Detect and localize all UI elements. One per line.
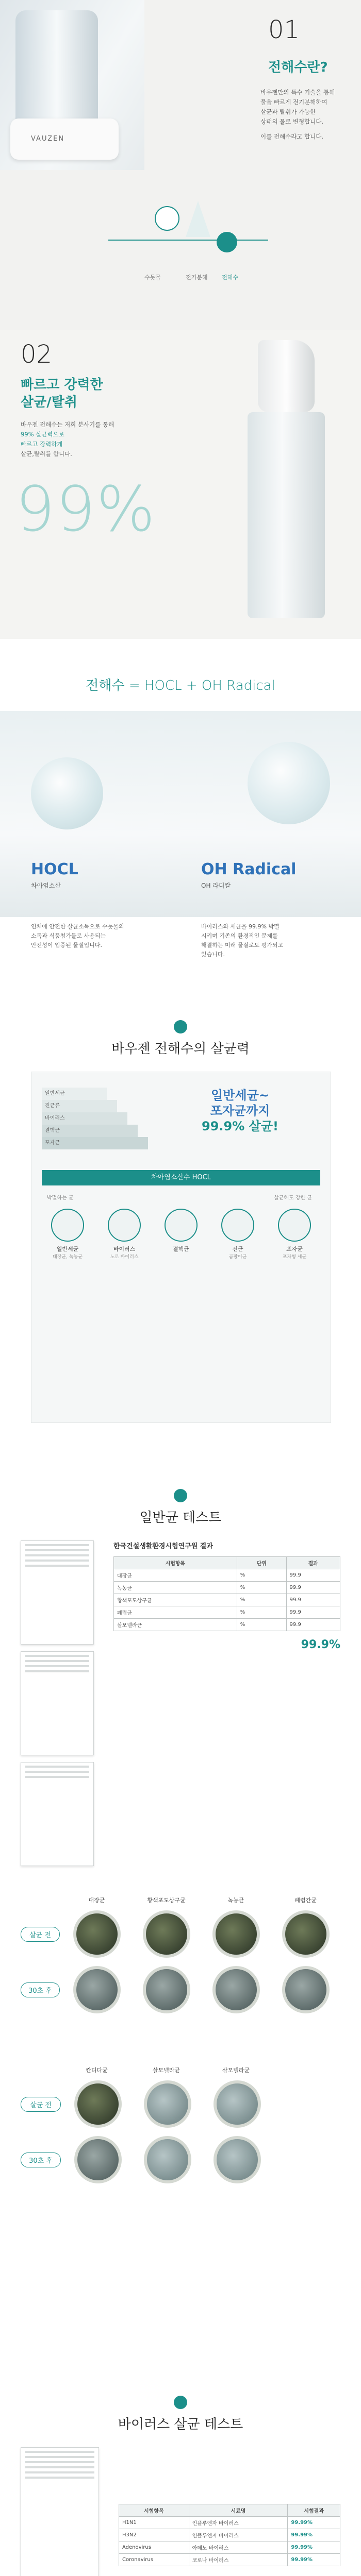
section-electrolyzed-water-intro — [0, 0, 361, 330]
petri-dish — [74, 2080, 122, 2128]
petri-dish — [144, 2136, 191, 2183]
report-documents — [21, 2447, 103, 2576]
oh-title: OH Radical — [201, 860, 297, 878]
flow-diagram — [0, 170, 361, 309]
section-description: 바우젠만의 특수 기술을 통해 물을 빠르게 전기분해하여 살균과 탈취가 가능한 상태의 물로 변형합니다. 이를 전해수라고 합니다. — [260, 89, 335, 140]
table-row: 녹농균 % 99.9 — [114, 1582, 340, 1594]
row-label: 30초 후 — [21, 2153, 61, 2167]
table-row: H1N1 인플루엔자 바이러스 99.99% — [119, 2517, 340, 2529]
row-label: 살균 전 — [21, 1927, 60, 1942]
section-logo-icon — [174, 2396, 187, 2409]
level-list: 일반세균 진균류 바이러스 결핵균 포자균 — [42, 1088, 148, 1149]
table-row: Coronavirus 코로나 바이러스 99.99% — [119, 2554, 340, 2566]
bug-row — [42, 1209, 320, 1260]
bacteria-icon — [51, 1209, 84, 1242]
spray-bottle-photo — [227, 340, 330, 629]
section-title: 바우젠 전해수의 살균력 — [111, 1041, 250, 1057]
result-badge: 99.9% — [301, 1638, 340, 1651]
tuberculosis-icon — [165, 1209, 198, 1242]
brand-label: VAUZEN — [31, 135, 65, 143]
row-label: 30초 후 — [21, 1982, 60, 1997]
flow-label-electrolyzed-water: 전해수 — [222, 274, 238, 281]
hocl-table-header: 차아염소산수 HOCL — [42, 1170, 320, 1185]
table-row: 폐렴균 % 99.9 — [114, 1606, 340, 1619]
report-title: 한국건설생활환경시험연구원 결과 — [113, 1543, 213, 1550]
hocl-subtitle: 차아염소산 — [31, 882, 61, 889]
flow-label-electrolysis: 전기분해 — [186, 274, 208, 281]
oh-description: 바이러스와 세균을 99.9% 박멸 시키며 기존의 환경적인 문제를 해결하는 미래 물질로도 평가되고 있습니다. — [201, 923, 284, 958]
section-number: 01 — [268, 15, 300, 44]
report-documents — [21, 1540, 98, 1870]
petri-dish — [73, 1966, 121, 2013]
petri-dish — [143, 1910, 190, 1958]
water-drop-icon — [155, 206, 179, 231]
label-eradicate: 박멸하는 균 — [47, 1195, 74, 1201]
hocl-description: 인체에 안전한 살균소독으로 수돗물의 소독과 식품첨가물로 사용되는 안전성이 입증된 물질입니다. — [31, 923, 124, 948]
section-description: 바우젠 전해수는 저희 분사기를 통해 99% 살균력으로 빠르고 강력하게 살균,탈취를 합니다. — [21, 421, 114, 457]
fungus-icon — [221, 1209, 254, 1242]
table-row: H3N2 인플루엔자 바이러스 99.99% — [119, 2529, 340, 2541]
petri-dish — [144, 2080, 191, 2128]
section-hocl-oh — [0, 639, 361, 1010]
spore-icon — [278, 1209, 311, 1242]
table-row: 대장균 % 99.9 — [114, 1569, 340, 1582]
pyramid-chart — [31, 1072, 331, 1423]
petri-dish — [212, 1966, 260, 2013]
oh-subtitle: OH 라디칼 — [201, 882, 231, 889]
section-number: 02 — [21, 340, 53, 369]
petri-dish — [282, 1910, 330, 1958]
table-row: 살모넬라균 % 99.9 — [114, 1619, 340, 1631]
electrolyzed-water-icon — [217, 232, 237, 252]
report-table: 시험항목 시료명 시험결과 H1N1 인플루엔자 바이러스 99.99% H3N2 인플루엔자 바이러스 99.99% Adenovirus 아데노 바이러스 99.99% Coronavirus 코로나 바이러스 99.99% — [119, 2504, 340, 2566]
section-title: 전해수란? — [268, 60, 328, 75]
section-logo-icon — [174, 1489, 187, 1502]
petri-dish — [282, 1966, 330, 2013]
formula-heading: 전해수 = HOCL + OH Radical — [86, 678, 275, 693]
hocl-oh-photo — [0, 711, 361, 917]
report-panel — [113, 1540, 340, 1651]
row-label: 살균 전 — [21, 2097, 61, 2112]
bug-item: 진균 곰팡이균 — [212, 1209, 264, 1260]
petri-dish — [74, 2136, 122, 2183]
big-percentage: 99% — [15, 474, 156, 546]
bug-item: 바이러스 노로 바이러스 — [99, 1209, 150, 1260]
petri-dish — [143, 1966, 190, 2013]
section-sterilizing-power — [0, 1010, 361, 1484]
section-title: 일반균 테스트 — [139, 1510, 222, 1526]
bug-item: 일반세균 대장균, 녹농균 — [42, 1209, 93, 1260]
section-virus-test — [0, 2391, 361, 2576]
section-bacteria-test — [0, 1484, 361, 2391]
report-table: 시험항목 단위 결과 대장균 % 99.9 녹농균 % 99.9 황색포도상구균 % 99.9 폐렴균 % 99.9 살모넬라균 % 99.9 — [113, 1556, 340, 1631]
callout: 일반세균~ 포자균까지 99.9% 살균! — [202, 1088, 278, 1133]
section-logo-icon — [174, 1020, 187, 1033]
petri-grid-2: 칸디다균 살모넬라균 살모넬라균 살균 전 30초 후 — [21, 2066, 340, 2183]
device-photo — [0, 0, 144, 170]
flask-icon — [186, 201, 210, 237]
section-title: 빠르고 강력한 살균/탈취 — [21, 377, 103, 410]
petri-dish — [214, 2080, 261, 2128]
petri-grid-1: 대장균 황색포도상구균 녹농균 폐렴간균 살균 전 30초 후 — [21, 1896, 340, 2013]
hocl-title: HOCL — [31, 860, 78, 878]
table-row: 황색포도상구균 % 99.9 — [114, 1594, 340, 1606]
table-row: Adenovirus 아데노 바이러스 99.99% — [119, 2541, 340, 2554]
bug-item: 결핵균 — [155, 1209, 207, 1260]
label-resistant: 살균해도 강한 균 — [274, 1195, 312, 1201]
section-title: 바이러스 살균 테스트 — [118, 2417, 243, 2432]
petri-dish — [214, 2136, 261, 2183]
flow-label-tap-water: 수돗물 — [144, 274, 161, 281]
petri-dish — [212, 1910, 260, 1958]
virus-icon — [108, 1209, 141, 1242]
bug-item: 포자균 포자형 세균 — [269, 1209, 320, 1260]
section-fast-sterilization — [0, 330, 361, 639]
petri-dish — [73, 1910, 121, 1958]
